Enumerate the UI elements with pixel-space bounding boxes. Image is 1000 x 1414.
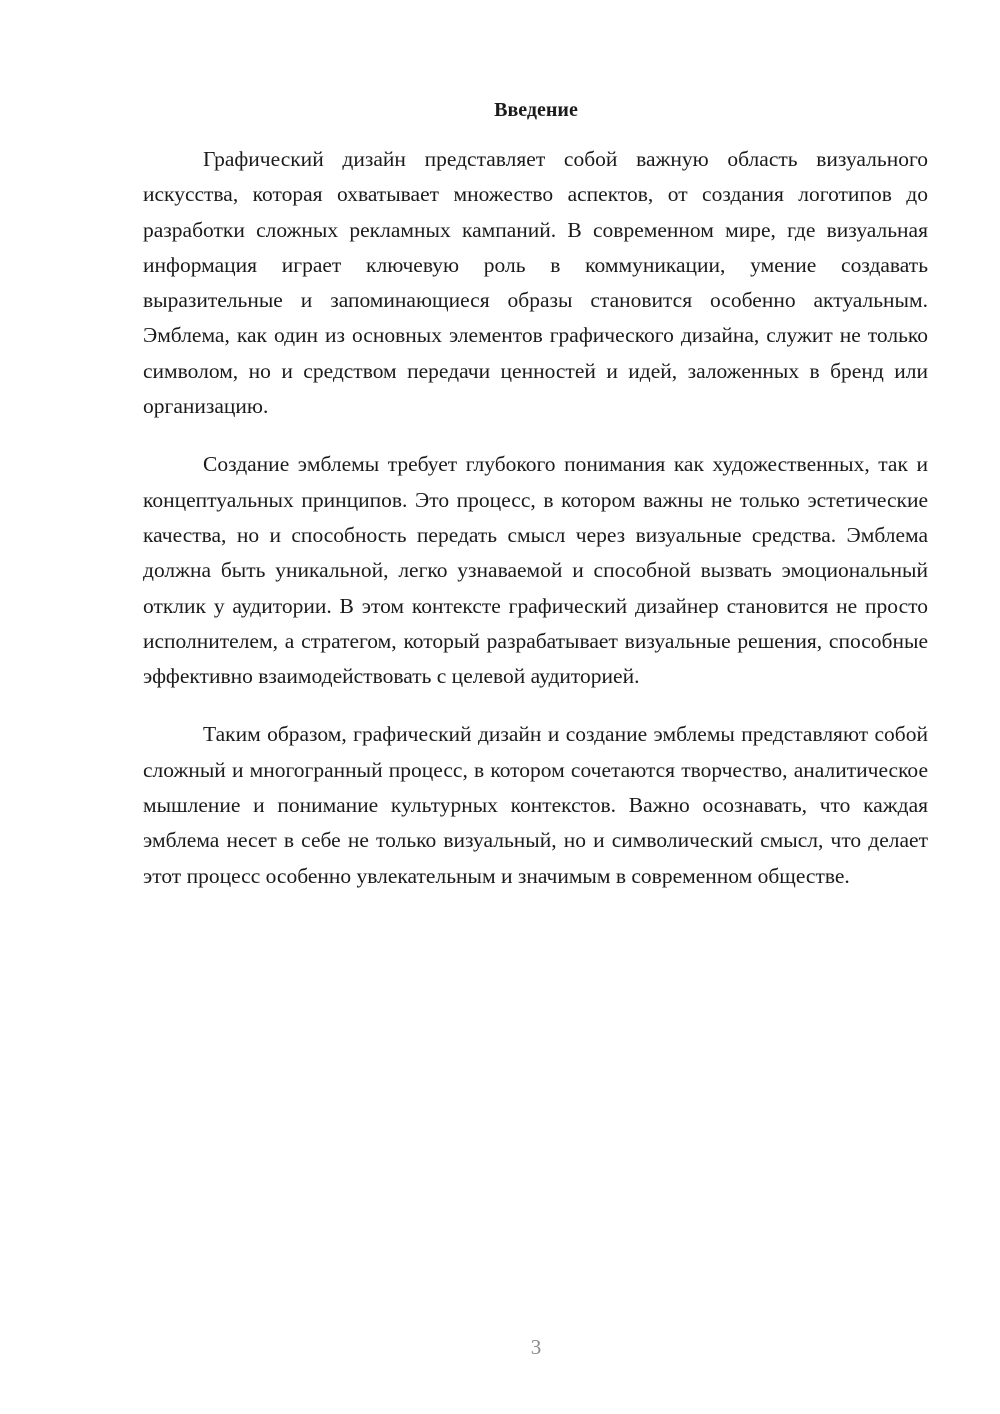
paragraph-1: Графический дизайн представляет собой важную область визуального искусства, которая охватывает множество аспектов, от создания логотипов до разработки сложных рекламных кампаний. В современном мире, где визуальная информация играет ключевую роль в коммуникации, умение создавать выразительные и запоминающиеся образы становится особенно актуальным. Эмблема, как один из основных элементов графического дизайна, служит не только символом, но и средством передачи ценностей и идей, заложенных в бренд или организацию. xyxy=(143,147,928,419)
paragraph-3: Таким образом, графический дизайн и создание эмблемы представляют собой сложный и многогранный процесс, в котором сочетаются творчество, аналитическое мышление и понимание культурных контекстов. Важно осознавать, что каждая эмблема несет в себе не только визуальный, но и символический смысл, что делает этот процесс особенно увлекательным и значимым в современном обществе. xyxy=(143,722,928,888)
section-heading: Введение xyxy=(494,99,578,121)
paragraph-2: Создание эмблемы требует глубокого понимания как художественных, так и концептуальных принципов. Это процесс, в котором важны не только эстетические качества, но и способность передать смысл через визуальные средства. Эмблема должна быть уникальной, легко узнаваемой и способной вызвать эмоциональный отклик у аудитории. В этом контексте графический дизайнер становится не просто исполнителем, а стратегом, который разрабатывает визуальные решения, способные эффективно взаимодействовать с целевой аудиторией. xyxy=(143,452,928,689)
page-number: 3 xyxy=(530,1335,542,1359)
body-text xyxy=(143,142,928,917)
